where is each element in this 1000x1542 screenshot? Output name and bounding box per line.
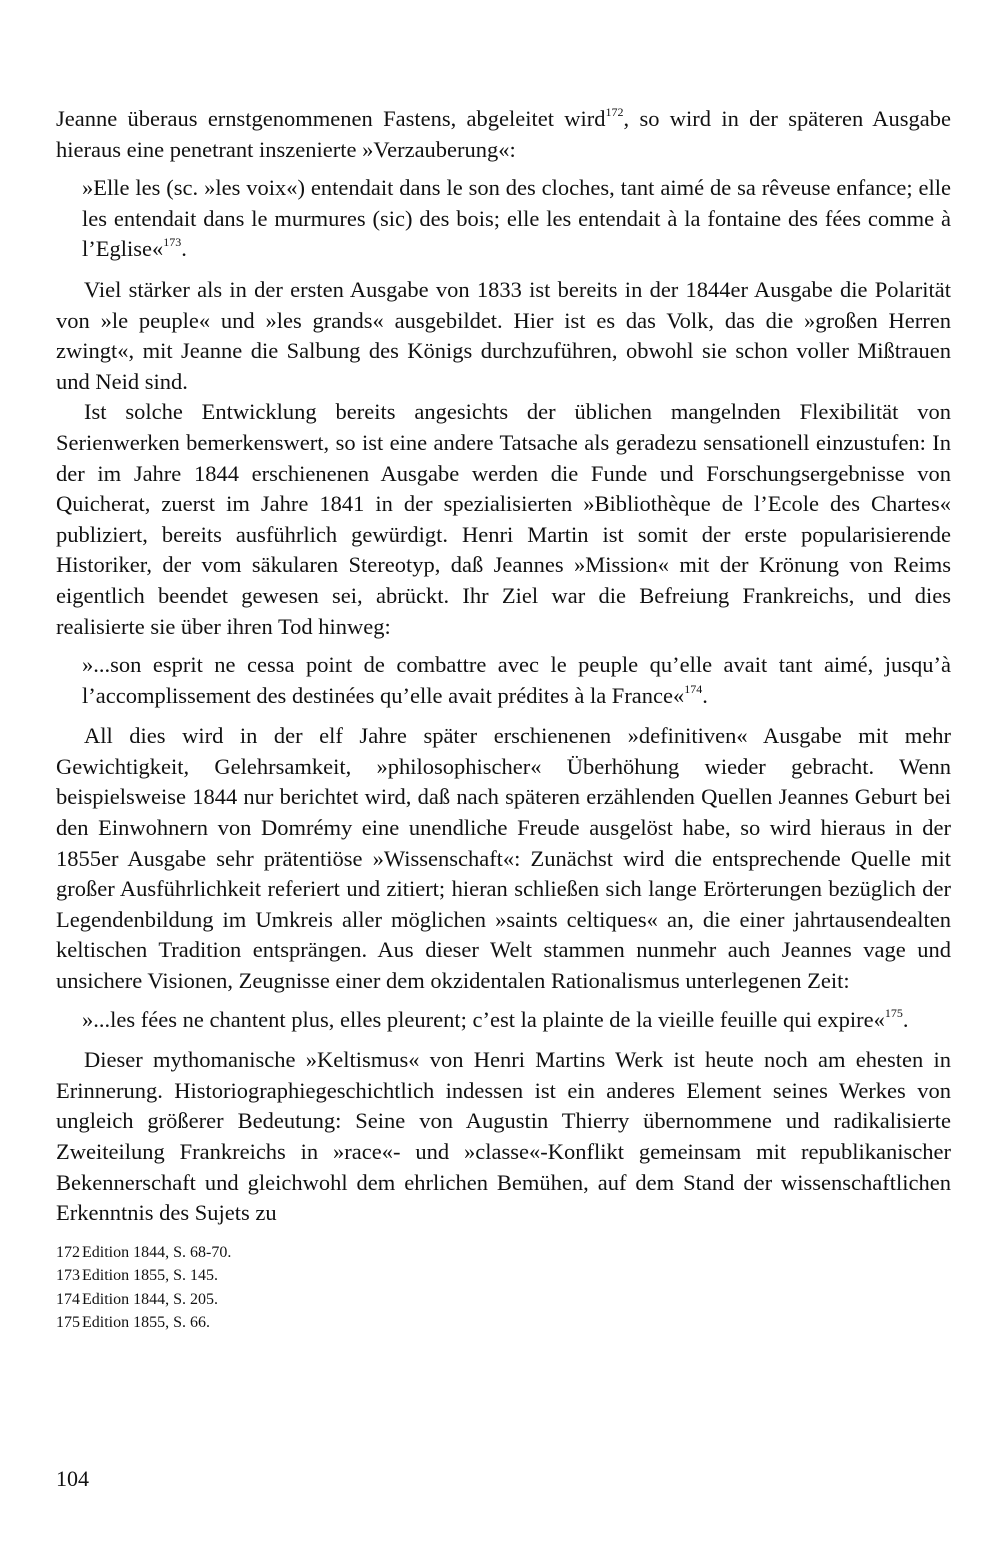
text-run: Dieser mythomanische »Keltismus« von Henri Martins Werk ist heute noch am ehesten in Erinnerung. Historiographiegeschichtlich indessen ist ein anderes Element seines Werkes von ungleich größerer Bedeutung: Seine von Augustin Thierry übernommene und radikalisierte Zweiteilung Frankreichs in »race«- und »classe«-Konflikt gemeinsam mit republikanischer Bekennerschaft und gleichwohl dem ehrlichen Bemühen, auf dem Stand der wissenschaftlichen Erkenntnis des Sujets zu	[56, 1047, 951, 1226]
footnote-text: Edition 1855, S. 66.	[82, 1314, 211, 1332]
footnote	[56, 1264, 951, 1288]
text-run: .	[902, 1006, 909, 1032]
footnote	[56, 1288, 951, 1312]
footnotes	[56, 1241, 951, 1335]
text-run: »...son esprit ne cessa point de combattre avec le peuple qu’elle avait tant aimé, jusqu’à l’accomplissement des destinées qu’elle avait prédites à la France«	[82, 652, 951, 708]
text-run: .	[702, 682, 708, 708]
page-number: 104	[56, 1466, 89, 1491]
text-run: »Elle les (sc. »les voix«) entendait dans le son des cloches, tant aimé de sa rêveuse enfance; elle les entendait dans le murmures (sic) des bois; elle les entendait à la fontaine des fées comme à l’Eglise«	[82, 175, 951, 262]
footnote-reference: 173	[163, 235, 182, 250]
paragraph	[56, 721, 951, 996]
text-run: , so wird in der späteren Ausgabe hieraus eine penetrant inszenierte »Verzauberung«:	[56, 106, 951, 162]
paragraph	[56, 397, 951, 642]
text-run: Ist solche Entwicklung bereits angesichts der üblichen mangelnden Flexibilität von Serienwerken bemerkenswert, so ist eine andere Tatsache als geradezu sensationell einzustufen: In der im Jahre 1844 erschienenen Ausgabe werden die Funde und Forschungsergebnisse von Quicherat, zuerst im Jahre 1841 in der spezialisierten »Bibliothèque de l’Ecole des Chartes« publiziert, bereits ausführlich gewürdigt. Henri Martin ist somit der erste popularisierende Historiker, der vom säkularen Stereotyp, daß Jeannes »Mission« mit der Krönung von Reims eigentlich beendet gewesen sei, abrückt. Ihr Ziel war die Befreiung Frankreichs, und dies realisierte sie über ihren Tod hinweg:	[56, 399, 951, 639]
paragraph	[56, 1045, 951, 1229]
block-quote	[82, 650, 951, 711]
footnote-text: Edition 1844, S. 205.	[82, 1290, 219, 1308]
footnote	[56, 1241, 951, 1265]
text-run: Jeanne überaus ernstgenommenen Fastens, abgeleitet wird	[56, 106, 606, 131]
footnote-number: 173	[56, 1267, 80, 1285]
block-quote	[82, 1005, 951, 1036]
block-quote	[82, 173, 951, 265]
main-text	[56, 104, 951, 1229]
paragraph	[56, 104, 951, 165]
text-run: All dies wird in der elf Jahre später erschienenen »definitiven« Ausgabe mit mehr Gewichtigkeit, Gelehrsamkeit, »philosophischer« Überhöhung wieder gebracht. Wenn beispielsweise 1844 nur berichtet wird, daß nach späteren erzählenden Quellen Jeannes Geburt bei den Einwohnern von Domrémy eine unendliche Freude ausgelöst habe, so wird hieraus in der 1855er Ausgabe sehr prätentiöse »Wissenschaft«: Zunächst wird die entsprechende Quelle mit großer Ausführlichkeit referiert und zitiert; hieran schließen sich lange Erörterungen bezüglich der Legendenbildung im Umkreis aller möglichen »saints celtiques« an, die einer jahrtausendealten keltischen Tradition entsprängen. Aus dieser Welt stammen nunmehr auch Jeannes vage und unsichere Visionen, Zeugnisse einer dem okzidentalen Rationalismus unterlegenen Zeit:	[56, 723, 951, 994]
page-body	[56, 104, 951, 1335]
footnote-number: 174	[56, 1290, 80, 1308]
footnote-number: 175	[56, 1314, 80, 1332]
footnote-reference: 172	[605, 105, 624, 119]
footnote-reference: 174	[684, 681, 703, 696]
text-run: .	[181, 236, 187, 262]
text-run: »...les fées ne chantent plus, elles pleurent; c’est la plainte de la vieille feuille qui expire«	[82, 1006, 885, 1032]
footnote-text: Edition 1844, S. 68-70.	[82, 1243, 232, 1261]
paragraph	[56, 275, 951, 397]
text-run: Viel stärker als in der ersten Ausgabe von 1833 ist bereits in der 1844er Ausgabe die Polarität von »le peuple« und »les grands« ausgebildet. Hier ist es das Volk, das die »großen Herren zwingt«, mit Jeanne die Salbung des Königs durchzuführen, obwohl sie schon voller Mißtrauen und Neid sind.	[56, 276, 951, 394]
footnote-number: 172	[56, 1243, 80, 1261]
footnote-reference: 175	[884, 1005, 903, 1020]
footnote	[56, 1311, 951, 1335]
footnote-text: Edition 1855, S. 145.	[82, 1267, 219, 1285]
